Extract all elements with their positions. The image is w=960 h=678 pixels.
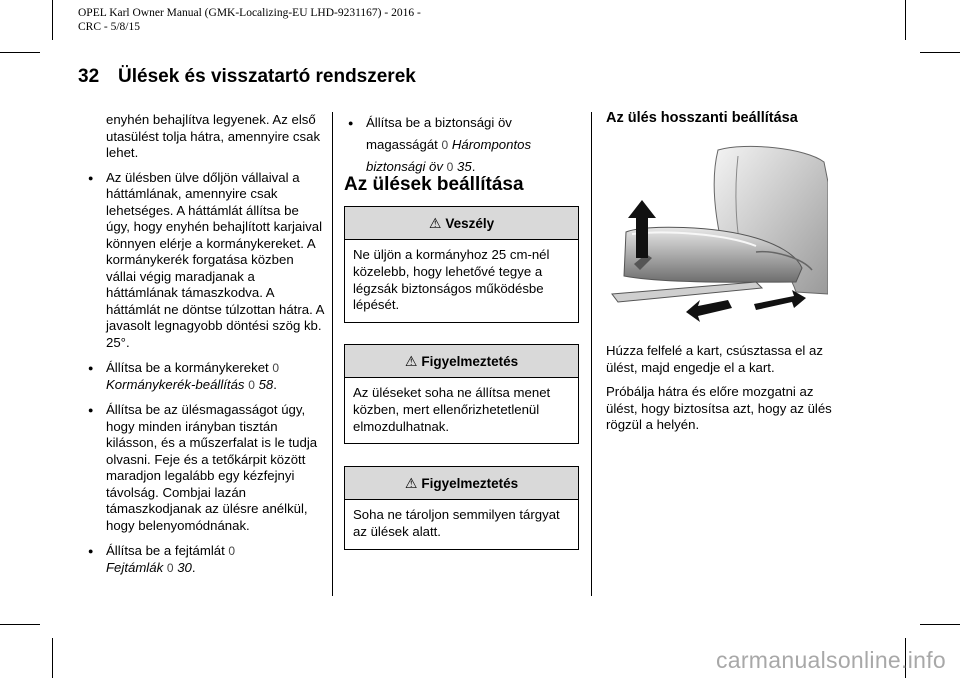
crop-mark [52, 0, 53, 40]
cross-ref-link[interactable]: Kormánykerék-beállítás [106, 376, 245, 392]
crop-mark [920, 624, 960, 625]
list-item-text: Az ülésben ülve dőljön vállaival a háttámlának, amennyire csak lehetséges. A háttámlát állítsa be úgy, hogy enyhén behajlított karjaival könnyen elérje a kormánykereket. A kormánykerék forgatása közben vállai végig maradjanak a háttámlának támaszkodva. A háttámlát ne döntse túlzottan hátra. A javasolt legnagyobb döntési szög kb. 25°. [106, 169, 324, 350]
bullet-icon: ● [88, 363, 94, 373]
bullet-icon: ● [88, 546, 94, 556]
crop-mark [52, 638, 53, 678]
danger-box-title: Veszély [445, 215, 495, 231]
warning-triangle-icon: ⚠ [404, 352, 418, 369]
meta-line-2: CRC - 5/8/15 [78, 21, 140, 33]
warning-box-title: Figyelmeztetés [421, 475, 519, 491]
bullet-icon: ● [348, 118, 354, 128]
crop-mark [0, 624, 40, 625]
warning-triangle-icon: ⚠ [428, 214, 442, 231]
warning-box-title: Figyelmeztetés [421, 353, 519, 369]
page-ref-arrow-icon: 0 [441, 138, 449, 152]
list-item: ● Állítsa be a fejtámlát 0 Fejtámlák 0 30. [88, 543, 236, 575]
page-ref-arrow-icon: 0 [272, 361, 280, 375]
column-divider [591, 112, 592, 596]
seat-rail [612, 282, 762, 302]
paragraph: Húzza felfelé a kart, csúsztassa el az ülést, majd engedje el a kart. [606, 343, 823, 375]
list-item-text: Állítsa be a biztonsági öv magasságát [366, 115, 512, 152]
warning-box-body: Az üléseket soha ne állítsa menet közben, mert ellenőrizhetetlenül elmozdulhatnak. [353, 385, 551, 434]
danger-box [344, 206, 579, 323]
cross-ref-page[interactable]: 35 [457, 159, 472, 174]
paragraph: Próbálja hátra és előre mozgatni az ülést, hogy biztosítsa azt, hogy az ülés rögzül a helyén. [606, 384, 832, 432]
subsection-title: Az ülés hosszanti beállítása [606, 110, 798, 126]
page-number: 32 [78, 66, 100, 87]
crop-mark [0, 52, 40, 53]
page-ref-arrow-icon: 0 [248, 377, 255, 392]
warning-box-body: Soha ne tároljon semmilyen tárgyat az ülések alatt. [353, 507, 560, 539]
cross-ref-page[interactable]: 30 [177, 559, 192, 575]
back-arrow-icon [686, 300, 732, 322]
column-1 [84, 112, 324, 585]
page-ref-arrow-icon: 0 [228, 544, 236, 558]
cross-ref-page[interactable]: 58 [258, 376, 274, 392]
page-heading [78, 66, 416, 88]
warning-triangle-icon: ⚠ [404, 474, 418, 491]
list-item: ● Állítsa be a biztonsági öv magasságát 0 Hárompontos biztonsági öv 0 35. [344, 112, 580, 178]
list-item [84, 170, 324, 352]
crop-mark [920, 52, 960, 53]
warning-box [344, 344, 579, 444]
chapter-title: Ülések és visszatartó rendszerek [118, 66, 416, 87]
warning-box-header [345, 467, 578, 500]
bullet-icon: ● [88, 172, 94, 183]
seat-adjustment-illustration [606, 142, 828, 328]
list-item-text: Állítsa be az ülésmagasságot úgy, hogy minden irányban tisztán kilásson, és a műszerfalat is le tudja olvasni. Feje és a tetőkárpit között maradjon legalább egy kézfejnyi távolság. Combjai lazán támaszkodjanak az ülésre anélkül, hogy belenyomódnának. [106, 402, 318, 533]
page-ref-arrow-icon: 0 [166, 560, 174, 575]
list-item-text: Állítsa be a fejtámlát [106, 543, 225, 558]
intro-paragraph: enyhén behajlítva legyenek. Az első utasülést tolja hátra, amennyire csak lehet. [106, 112, 321, 160]
danger-box-header [345, 207, 578, 240]
warning-box [344, 466, 579, 550]
document-meta [78, 6, 638, 34]
warning-box-header [345, 345, 578, 378]
bullet-icon: ● [88, 405, 94, 415]
danger-box-body: Ne üljön a kormányhoz 25 cm-nél közelebb, hogy lehetővé tegye a légzsák biztonságos működésbe lépését. [353, 247, 550, 313]
list-item: ● Állítsa be a kormánykereket 0 Kormánykerék-beállítás 0 58. [88, 360, 280, 392]
cross-ref-link[interactable]: Fejtámlák [106, 559, 164, 575]
section-title: Az ülések beállítása [344, 174, 524, 195]
subsection-body [606, 343, 832, 442]
column-divider [332, 112, 333, 596]
page-ref-arrow-icon: 0 [446, 160, 454, 174]
list-item-text: Állítsa be a kormánykereket [106, 360, 269, 375]
meta-line-1: OPEL Karl Owner Manual (GMK-Localizing-EU LHD-9231167) - 2016 - [78, 7, 421, 19]
crop-mark [905, 0, 906, 40]
forward-arrow-icon [754, 290, 806, 310]
list-item [84, 402, 324, 534]
watermark: carmanualsonline.info [715, 647, 946, 673]
cross-ref-link[interactable]: Hárompontos biztonsági öv [366, 137, 532, 174]
